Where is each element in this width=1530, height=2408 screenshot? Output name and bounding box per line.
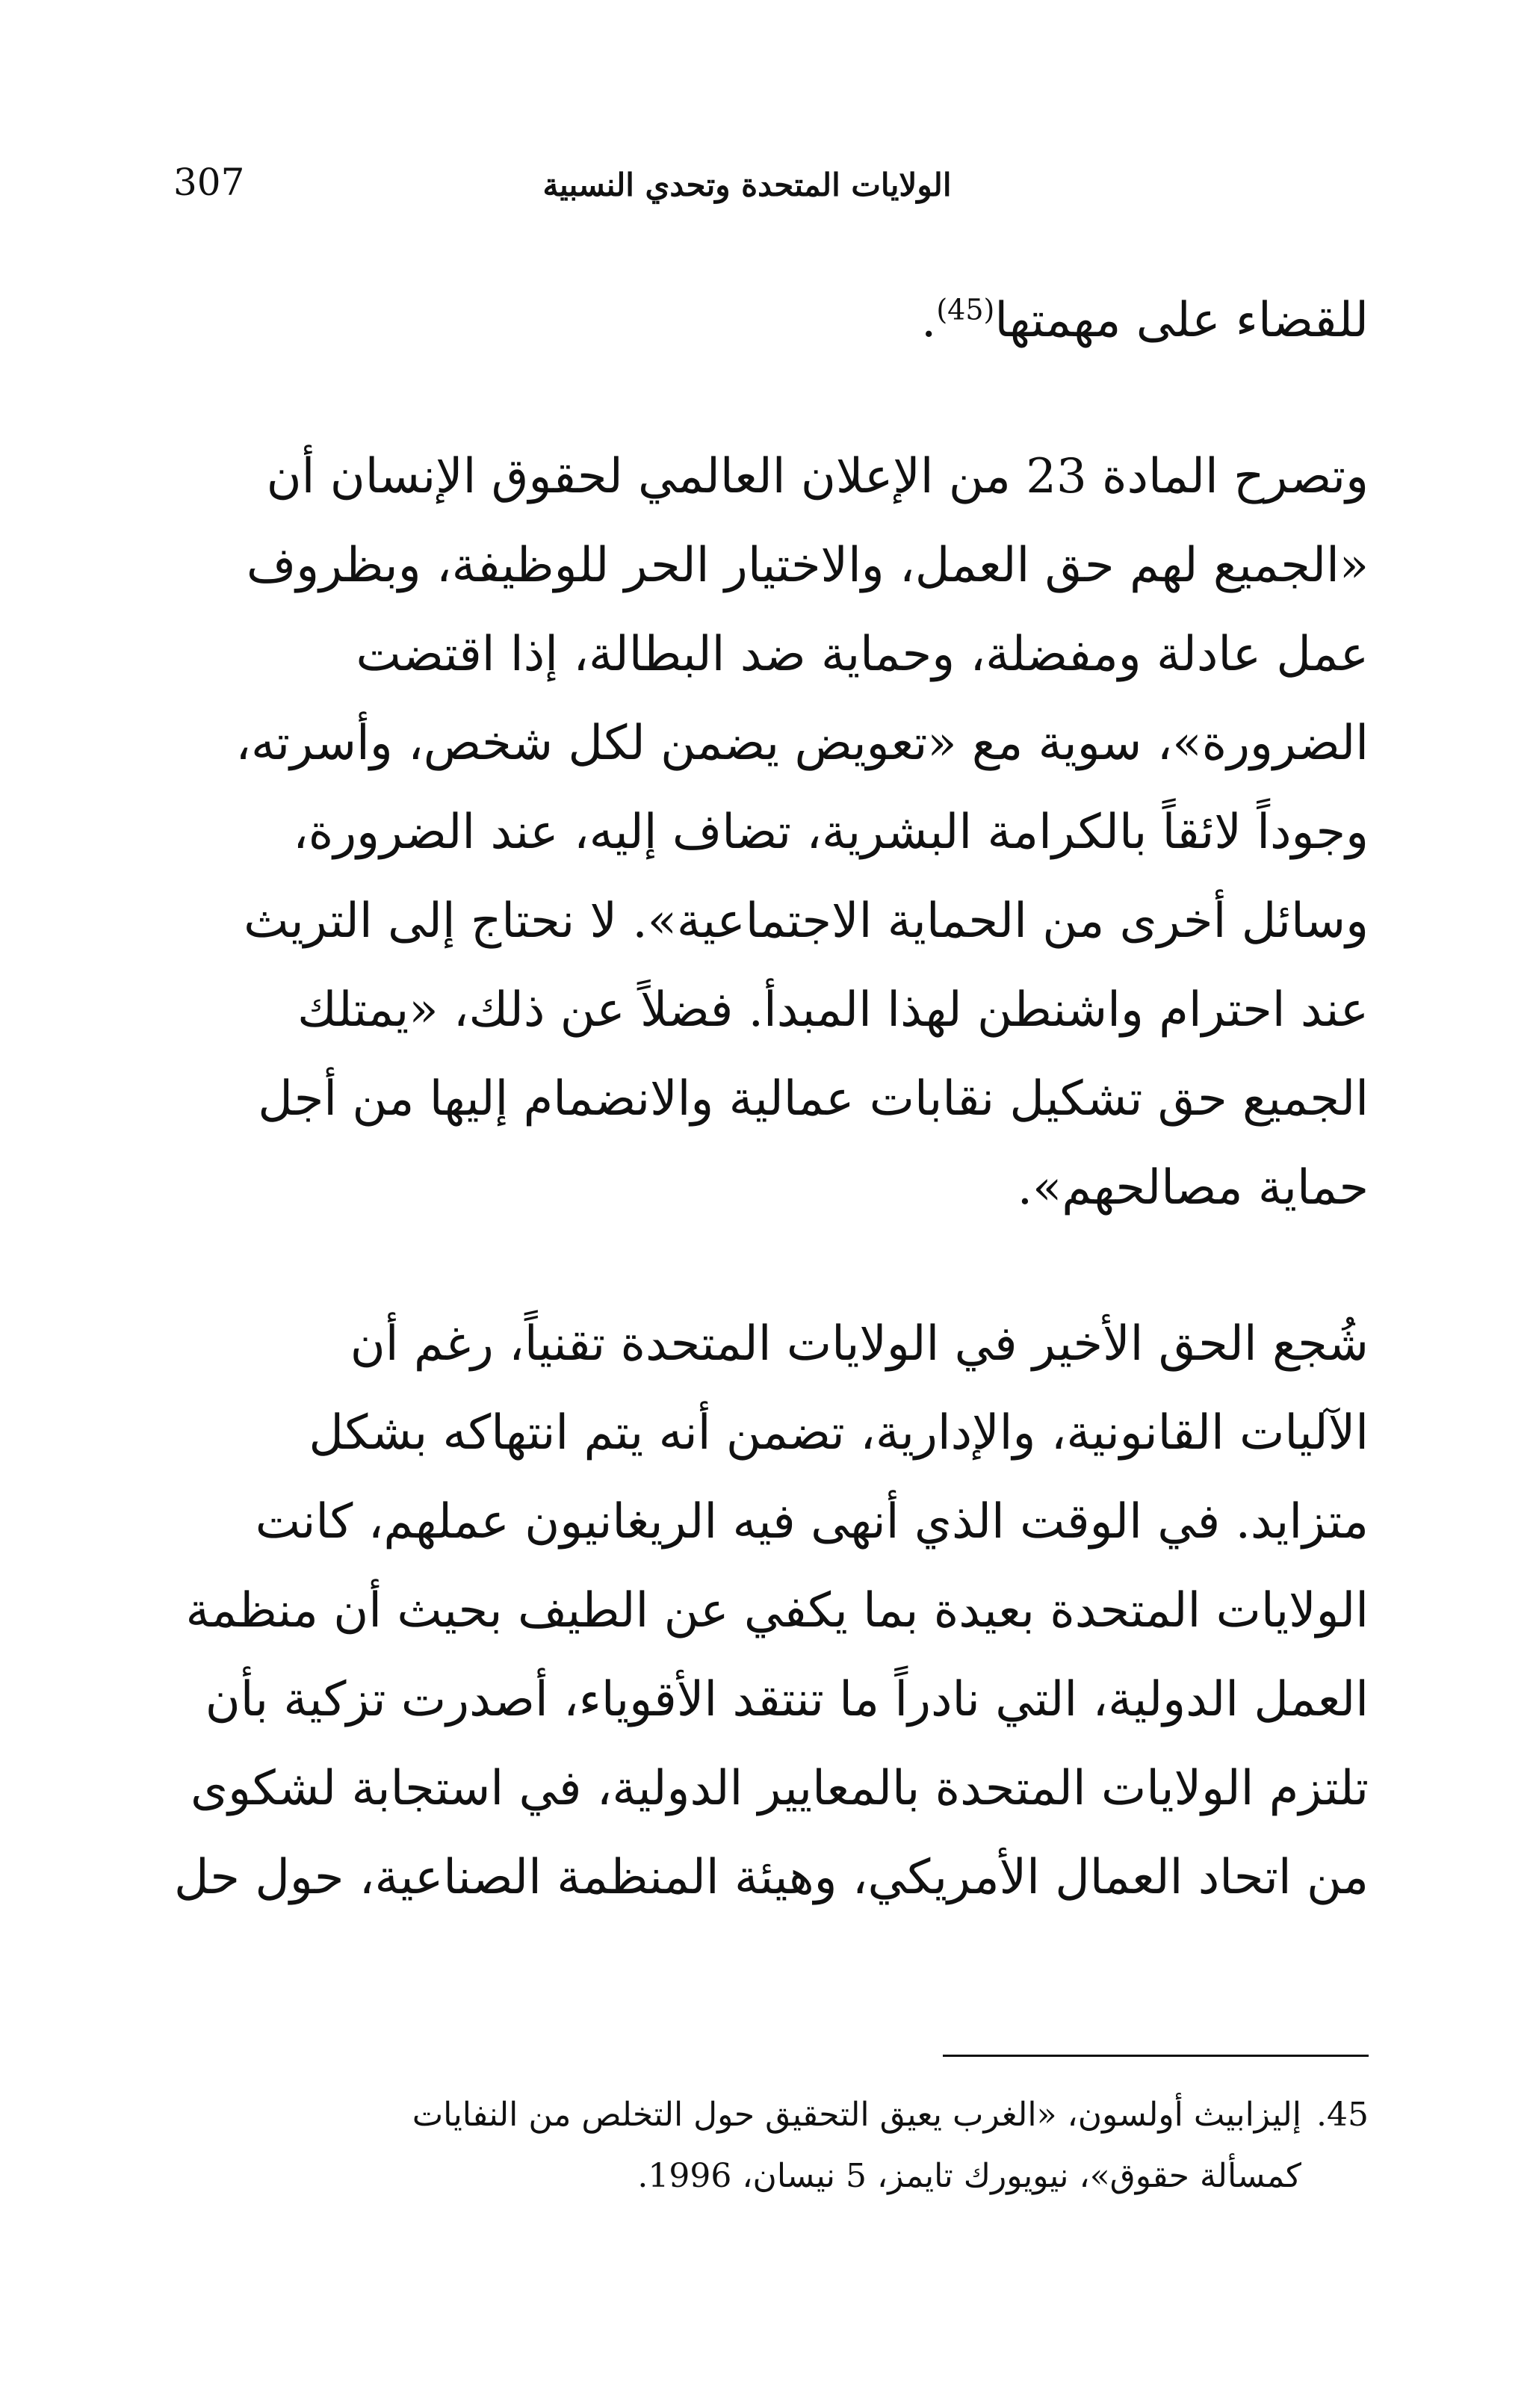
text-line: «الجميع لهم حق العمل، والاختيار الحر للوظيفة، وبظروف xyxy=(246,538,1369,593)
carryover-period: . xyxy=(920,293,937,348)
text-line: تلتزم الولايات المتحدة بالمعايير الدولية، في استجابة لشكوى xyxy=(191,1761,1369,1816)
paragraph-article-23 xyxy=(173,433,1369,1233)
footnote-number: 45. xyxy=(1316,2096,1369,2134)
text-line: متزايد. في الوقت الذي أنهى فيه الريغانيون عملهم، كانت xyxy=(255,1494,1369,1550)
paragraph-us-labor xyxy=(173,1300,1369,1922)
text-line: وسائل أخرى من الحماية الاجتماعية». لا نحتاج إلى التريث xyxy=(244,894,1369,949)
text-line: الآليات القانونية، والإدارية، تضمن أنه يتم انتهاكه بشكل xyxy=(309,1405,1369,1461)
text-line: وتصرح المادة 23 من الإعلان العالمي لحقوق الإنسان أن xyxy=(266,449,1369,504)
footnote-line xyxy=(173,2084,1369,2146)
text-line: حماية مصالحهم». xyxy=(1017,1160,1369,1216)
page-body xyxy=(173,276,1369,1922)
footnote-line: كمسألة حقوق»، نيويورك تايمز، 5 نيسان، 1996. xyxy=(637,2157,1301,2195)
text-line: عند احترام واشنطن لهذا المبدأ. فضلاً عن ذلك، «يمتلك xyxy=(297,982,1369,1038)
footnote-divider xyxy=(943,2055,1369,2057)
running-title: الولايات المتحدة وتحدي النسبية xyxy=(542,167,952,203)
text-line: العمل الدولية، التي نادراً ما تنتقد الأقوياء، أصدرت تزكية بأن xyxy=(205,1672,1369,1727)
text-line: الضرورة»، سوية مع «تعويض يضمن لكل شخص، وأسرته، xyxy=(235,716,1369,771)
text-line: وجوداً لائقاً بالكرامة البشرية، تضاف إليه، عند الضرورة، xyxy=(293,805,1369,860)
carryover-text: للقضاء على مهمتها xyxy=(994,293,1369,348)
carryover-paragraph xyxy=(173,276,1369,365)
footnote xyxy=(173,2084,1369,2207)
text-line: عمل عادلة ومفضلة، وحماية ضد البطالة، إذا اقتضت xyxy=(356,627,1369,682)
paragraph-gap xyxy=(173,365,1369,433)
paragraph-gap xyxy=(173,1233,1369,1300)
footnote-reference: (45) xyxy=(936,293,995,326)
text-line: الجميع حق تشكيل نقابات عمالية والانضمام إليها من أجل xyxy=(258,1071,1369,1127)
footnote-text: إليزابيث أولسون، «الغرب يعيق التحقيق حول التخلص من النفايات xyxy=(412,2096,1301,2134)
text-line: الولايات المتحدة بعيدة بما يكفي عن الطيف بحيث أن منظمة xyxy=(185,1583,1369,1638)
page-number: 307 xyxy=(173,161,245,204)
text-line: شُجع الحق الأخير في الولايات المتحدة تقنياً، رغم أن xyxy=(350,1316,1369,1372)
carryover-line xyxy=(173,276,1369,365)
text-line: من اتحاد العمال الأمريكي، وهيئة المنظمة الصناعية، حول حل xyxy=(173,1850,1369,1905)
